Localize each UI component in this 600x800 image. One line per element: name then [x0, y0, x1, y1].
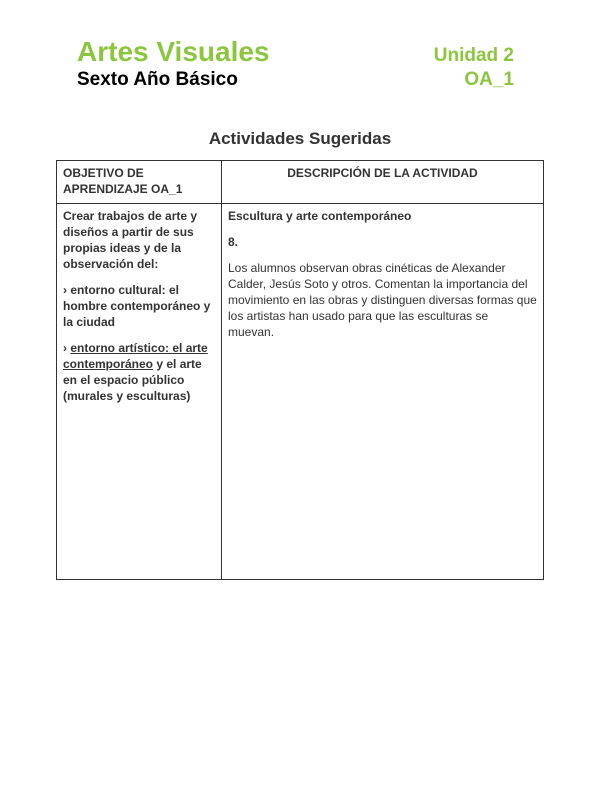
table-header-row: [57, 161, 544, 204]
objective-item-underlined: entorno artístico: el arte contemporáneo: [63, 341, 208, 371]
activity-table: [56, 160, 544, 580]
objective-item-prefix: ›: [63, 341, 71, 355]
description-cell: [222, 204, 544, 580]
table-body-row: [57, 204, 544, 580]
section-title: Actividades Sugeridas: [208, 129, 392, 148]
header-objective: OBJETIVO DE APRENDIZAJE OA_1: [57, 161, 222, 204]
objective-item-artistic: [63, 340, 215, 404]
activity-title: Escultura y arte contemporáneo: [228, 209, 412, 223]
objective-cell: [57, 204, 222, 580]
activity-text: Los alumnos observan obras cinéticas de Alexander Calder, Jesús Soto y otros. Comentan la importancia del movimiento en las obras y distinguen diversas formas que los artistas han usado para que las esculturas se muevan.: [228, 261, 537, 339]
document-header-right: [434, 44, 514, 92]
subject-title: Artes Visuales: [77, 36, 270, 67]
document-header-left: [77, 36, 270, 92]
unit-label: Unidad 2: [433, 45, 514, 66]
oa-label: OA_1: [464, 69, 514, 90]
grade-title: Sexto Año Básico: [77, 69, 238, 90]
header-description: DESCRIPCIÓN DE LA ACTIVIDAD: [222, 161, 544, 204]
activity-number: 8.: [228, 235, 239, 249]
objective-item-cultural: › entorno cultural: el hombre contemporáneo y la ciudad: [63, 283, 211, 329]
objective-item-rest: y el arte en el espacio público (murales y esculturas): [63, 357, 202, 403]
objective-intro: Crear trabajos de arte y diseños a partir de sus propias ideas y de la observación del:: [63, 209, 198, 271]
